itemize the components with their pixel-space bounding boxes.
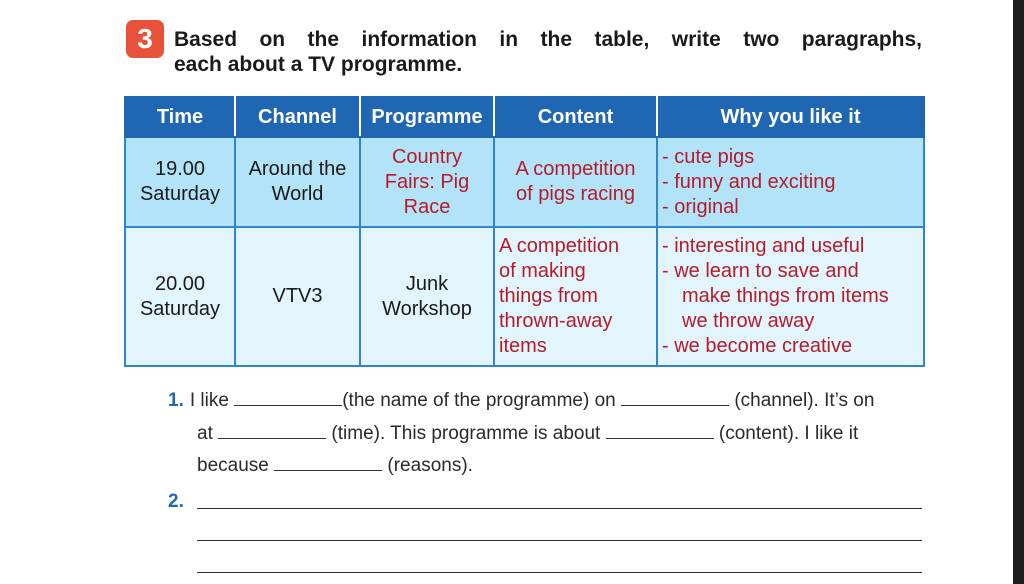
cell-time: 20.00 Saturday <box>125 227 235 366</box>
cell-why: - cute pigs - funny and exciting - original <box>657 137 924 227</box>
exercise-instruction <box>174 27 922 77</box>
question-number: 2. <box>168 491 184 512</box>
answer-blank[interactable] <box>274 454 382 471</box>
exercise-number-badge: 3 <box>126 20 164 58</box>
question-2 <box>168 491 190 513</box>
answer-line[interactable] <box>197 540 922 541</box>
question-1-line-2: at (time). This programme is about (content). I like it <box>197 423 859 444</box>
answer-line[interactable] <box>197 508 922 509</box>
cell-programme: Country Fairs: Pig Race <box>360 137 494 227</box>
cell-channel: VTV3 <box>235 227 360 366</box>
header-time: Time <box>125 97 235 137</box>
header-content: Content <box>494 97 657 137</box>
answer-blank[interactable] <box>621 389 729 406</box>
question-1-line-3: because (reasons). <box>197 455 473 476</box>
table-header-row <box>125 97 924 137</box>
table-row <box>125 137 924 227</box>
header-why: Why you like it <box>657 97 924 137</box>
tv-programme-table <box>124 96 925 367</box>
answer-blank[interactable] <box>606 422 714 439</box>
cell-channel: Around the World <box>235 137 360 227</box>
cell-why: - interesting and useful - we learn to save and make things from items we throw away - we become creative <box>657 227 924 366</box>
cell-content: A competition of pigs racing <box>494 137 657 227</box>
header-programme: Programme <box>360 97 494 137</box>
instruction-line-1: Based on the information in the table, write two paragraphs, <box>174 28 922 51</box>
question-number: 1. <box>168 390 184 411</box>
question-1-line-1: 1. I like (the name of the programme) on (channel). It’s on <box>168 390 875 411</box>
answer-blank[interactable] <box>218 422 326 439</box>
answer-line[interactable] <box>197 572 922 573</box>
instruction-line-2: each about a TV programme. <box>174 53 463 76</box>
answer-blank[interactable] <box>234 389 342 406</box>
cell-time: 19.00 Saturday <box>125 137 235 227</box>
cell-content: A competition of making things from thrown-away items <box>494 227 657 366</box>
page-edge <box>1013 0 1024 584</box>
header-channel: Channel <box>235 97 360 137</box>
cell-programme: Junk Workshop <box>360 227 494 366</box>
table-row <box>125 227 924 366</box>
